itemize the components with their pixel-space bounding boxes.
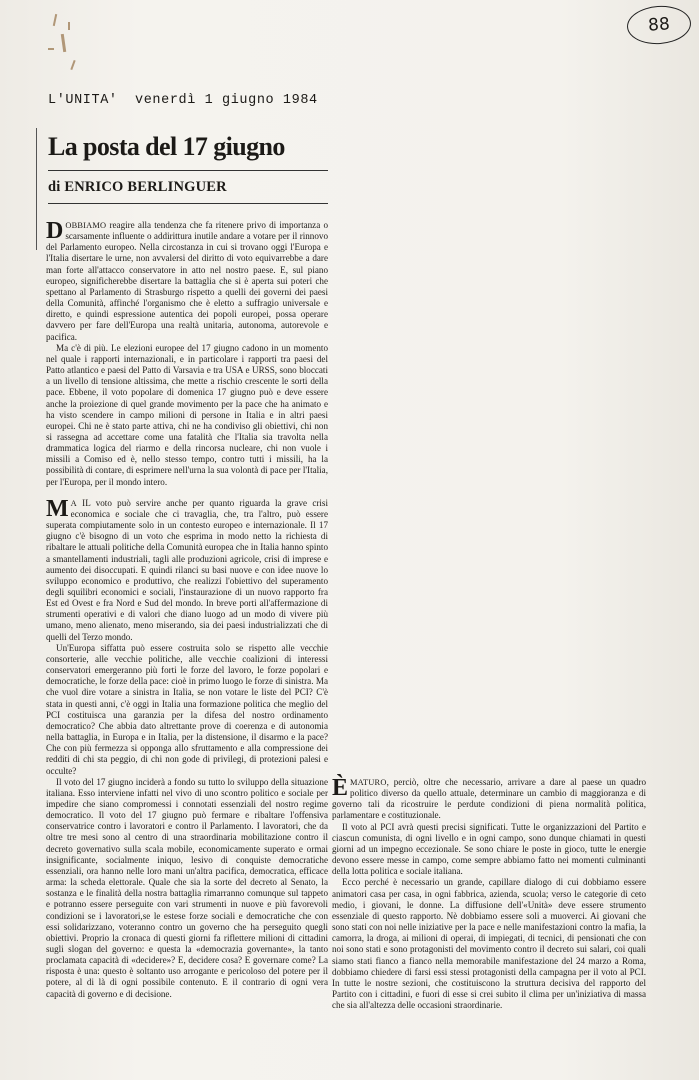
paragraph-text: IL voto può servire anche per quanto riguarda la grave crisi economica e sociale che ci travaglia, che, tra l'altro, può essere superata compiutamente solo in un contesto europeo e internazionale. Il 17 giugno c'è bisogno di un voto che esprima in modo netto la richiesta di ribaltare le attuali politiche della Comunità europea che in Italia hanno spinto a smantellamenti industriali, tagli alle produzioni agricole, crisi di imprese e aumento dei disoccupati. E quindi rilanci su basi nuove e con idee nuove lo sviluppo economico e produttivo, che realizzi l'obiettivo del superamento degli squilibri economici e sociali, l'instaurazione di un nuovo rapporto fra Est ed Ovest e fra Nord e Sud del mondo. In breve porti all'affermazione di strumenti operativi e di valori che diano luogo ad un modo di vivere più umano, meno alienato, meno miserando, sia dei paesi industrializzati che di quelli del Terzo mondo.: [46, 497, 328, 642]
paragraph: Ecco perché è necessario un grande, capillare dialogo di cui dobbiamo essere animatori casa per casa, in ogni fabbrica, azienda, scuola; verso le categorie di ceto medio, i giovani, le donne. La diffusione dell'«Unità» deve essere strumento essenziale di questo rapporto. Nè dobbiamo essere soli a muoverci. Ai giovani che sono stati con noi nelle iniziative per la pace e nelle manifestazioni contro la mafia, la camorra, la droga, ai milioni di operai, di impiegati, di tecnici, di pensionati che con noi sono stati e sono protagonisti del movimento contro il decreto sui salari, coi quali siamo stati fianco a fianco nella memorabile manifestazione del 24 marzo a Roma, dobbiamo chiedere di farsi essi stessi protagonisti della campagna per il voto al PCI. In tutte le nostre sezioni, che costituiscono la struttura decisiva del rapporto del Partito con i cittadini, e fuori di esse si crei subito il clima per un'iniziativa di massa che sia all'altezza delle occasioni straordinarie.: [332, 877, 646, 1011]
drop-cap: M: [46, 495, 69, 522]
paragraph: [46, 495, 328, 643]
paragraph: Il voto al PCI avrà questi precisi significati. Tutte le organizzazioni del Partito e ciascun comunista, di ogni livello e in ogni campo, sono dunque chiamati in questi giorni ad un impegno eccezionale. Se sono chiare le poste in gioco, tutte le energie devono essere messe in campo, come sempre abbiamo fatto nei momenti culminanti della lotta politica e sociale italiana.: [332, 821, 646, 877]
rule-under-byline: [48, 203, 328, 204]
paragraph: Il voto del 17 giugno inciderà a fondo su tutto lo sviluppo della situazione italiana. Esso interviene infatti nel vivo di uno scontro politico e sociale per impedire che siano compromessi i connotati essenziali del nostro regime democratico. Il voto del 17 giugno può fermare e ribaltare l'offensiva conservatrice contro i lavoratori e contro il Parlamento. I lavoratori, che da oltre tre mesi sono al centro di una straordinaria mobilitazione contro il decreto governativo sulla scala mobile, economicamente superato e ormai insignificante, socialmente iniquo, lesivo di conquiste democratiche essenziali, ora hanno nelle loro mani un'altra pacifica, democratica, efficace arma: la scheda elettorale. Quale che sia la sorte del decreto al Senato, la sostanza e le finalità della nostra battaglia rimarranno comunque sul tappeto e potranno essere perseguite con vari strumenti in nuove e più favorevoli condizioni se i lavoratori,se le estese forze sociali e democratiche che con essi solidarizzano, voteranno contro un governo che ha perseguito quegli obiettivi. Proprio la cronaca di questi giorni fa riflettere milioni di cittadini sugli slogan del governo: e questa la «democrazia governante», la tanto proclamata capacità di «decidere»? E, decidere cosa? E governare come? La risposta è una: questo è soltanto uso arrogante e pericoloso del potere per il potere, al di là di ogni possibile contenuto. E il contrario di ogni vera capacità di governo e di decisione.: [46, 776, 328, 999]
byline: di ENRICO BERLINGUER: [48, 179, 227, 195]
left-rule: [36, 128, 37, 250]
column-right: [332, 777, 646, 1011]
paragraph-text: reagire alla tendenza che fa ritenere privo di importanza o scarsamente influente o addirittura inutile andare a votare per il rinnovo del Parlamento europeo. Nella circostanza in cui si trovano oggi l'Europa e l'Italia disertare le urne, non avvalersi del diritto di voto equivarrebbe a dare man forte all'attacco conservatore in atto nel nostro paese. E, sul piano europeo, significherebbe disertare la battaglia che si è aperta sui poteri che spettano al Parlamento di Strasburgo rispetto a quelli dei governi dei paesi della Comunità, affinché l'organismo che è eletto a suffragio universale e diretto, e quindi espressione autentica dei popoli europei, possa operare davvero per fare dell'Europa una realtà unitaria, autonoma, autorevole e pacifica.: [46, 220, 328, 342]
article-body-right: [332, 777, 646, 1011]
column-left: [36, 124, 328, 1000]
paragraph: [46, 220, 328, 343]
lead-caps: OBBIAMO: [65, 221, 107, 230]
paragraph: Ma c'è di più. Le elezioni europee del 17 giugno cadono in un momento nel quale i rapporti internazionali, e in particolare i rapporti tra paesi del Patto atlantico e paesi del Patto di Varsavia e tra USA e URSS, sono bloccati a un livello di tensione altissima, che mette a rischio crescente le sorti della pace. Ebbene, il voto popolare di domenica 17 giugno può e deve essere anche la proiezione di quel grande movimento per la pace che ha animato e ha visto scendere in campo milioni di persone in Italia e in altri paesi europei. Chi ne è stato parte attiva, chi ne ha condiviso gli obiettivi, chi non si rassegna ad accettare come una fatalità che l'Italia sia travolta nella drammatica logica del riarmo e della rincorsa nucleare, chi non vuole i missili a Comiso ed è, nello stesso tempo, contro tutti i missili, ha la possibilità di contare, di esprimere nell'urna la sua volontà di pace per l'Italia, per l'Europa, per il mondo intero.: [46, 342, 328, 487]
archive-number-circle: [626, 4, 692, 46]
paragraph: Un'Europa siffatta può essere costruita solo se rispetto alle vecchie consorterie, alle vecchie politiche, alle vecchie coalizioni di interessi conservatori emergeranno più forti le forze del lavoro, le forze popolari e democratiche, le forze della pace: cioè in primo luogo le forze di sinistra. Ma che vuol dire votare a sinistra in Italia, se non votare le liste del PCI? C'è stata in questi anni, c'è oggi in Italia una formazione politica che meglio del PCI costituisca una garanzia per la difesa del nostro ordinamento democratico? Che abbia dato altrettante prove di coerenza e di autonomia nella battaglia, in Europa e in Italia, per la distensione, il disarmo e la pace? Che con più fermezza si opponga allo sfruttamento e alla compressione dei redditi di chi sta peggio, di chi non gode di privilegi, di protezioni palesi e occulte?: [46, 642, 328, 776]
newspaper-clipping: [36, 124, 684, 1064]
rule-under-headline: [48, 170, 328, 171]
article-body-left: [46, 220, 328, 1000]
paragraph-text: , perciò, oltre che necessario, arrivare a dare al paese un quadro politico diverso da quello attuale, determinare un cambio di maggioranza e di governo tali da ricostruire le perdute condizioni di piena normalità politica, parlamentare e costituzionale.: [332, 777, 646, 821]
newspaper-date-line: L'UNITA' venerdì 1 giugno 1984: [48, 93, 318, 108]
lead-caps: MATURO: [350, 778, 387, 787]
drop-cap: D: [46, 218, 64, 244]
headline: La posta del 17 giugno: [48, 132, 285, 161]
lead-caps: A: [70, 498, 77, 508]
archive-number: 88: [647, 14, 671, 36]
paragraph: [332, 777, 646, 822]
drop-cap: È: [332, 775, 349, 801]
